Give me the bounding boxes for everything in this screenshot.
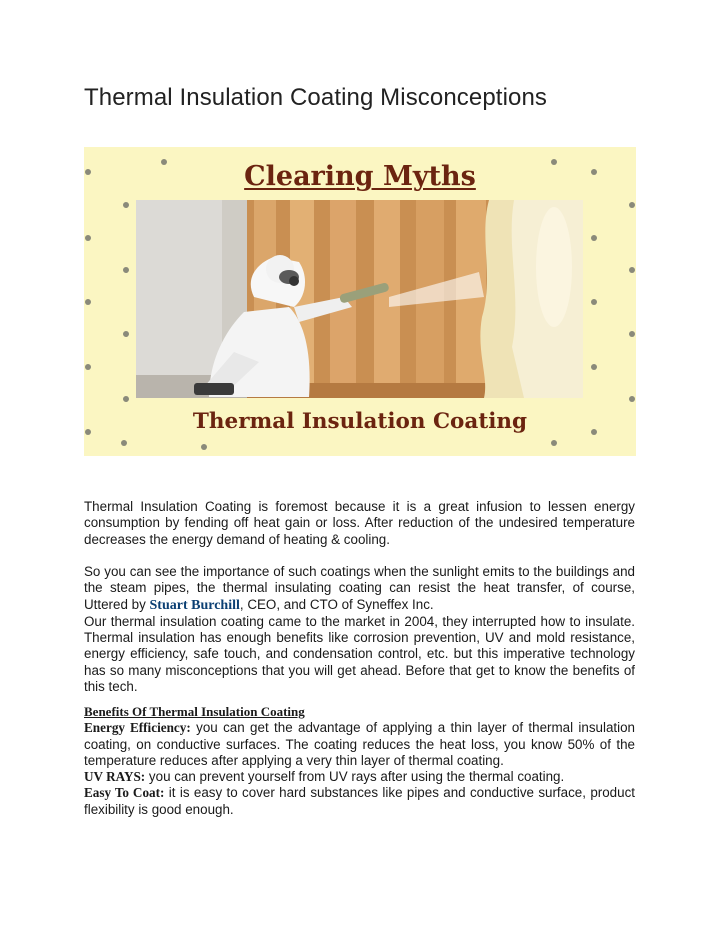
benefit-label: UV RAYS: bbox=[84, 769, 146, 785]
benefit-label: Easy To Coat: bbox=[84, 785, 165, 801]
history-paragraph: Our thermal insulation coating came to the market in 2004, they interrupted how to insulate. Thermal insulation has enough benefits like corrosion prevention, UV and mold resistance, energy efficiency, safe touch, and condensation control, etc. but this imperative technology has so many misconceptions that you will get ahead. Before that get to know the benefits of this tech. bbox=[84, 613, 635, 695]
author-name: Stuart Burchill bbox=[149, 597, 240, 613]
intro-paragraph: Thermal Insulation Coating is foremost because it is a great infusion to lessen energy consumption by fending off heat gain or loss. After reduction of the undesired temperature decreases the energy demand of heating & cooling. bbox=[84, 499, 635, 547]
benefits-section bbox=[84, 704, 635, 818]
importance-section bbox=[84, 564, 635, 695]
benefit-text: it is easy to cover hard substances like pipes and conductive surface, product flexibility is good enough. bbox=[84, 785, 635, 817]
benefit-item bbox=[84, 720, 635, 769]
hero-heading-clearing-myths: Clearing Myths bbox=[244, 161, 476, 192]
importance-paragraph bbox=[84, 564, 635, 614]
benefit-item bbox=[84, 769, 635, 785]
benefit-item bbox=[84, 785, 635, 818]
author-title: , CEO, and CTO of Syneffex Inc. bbox=[239, 596, 434, 612]
benefit-text: you can prevent yourself from UV rays after using the thermal coating. bbox=[145, 769, 565, 785]
benefit-text: you can get the advantage of applying a thin layer of thermal insulation coating, on conductive surfaces. The coating reduces the heat loss, you know 50% of the temperature reduces after applying a very thin layer of thermal coating. bbox=[84, 720, 636, 768]
hero-heading-thermal-insulation: Thermal Insulation Coating bbox=[192, 409, 528, 434]
benefits-heading: Benefits Of Thermal Insulation Coating bbox=[84, 704, 305, 719]
page-title: Thermal Insulation Coating Misconceptions bbox=[84, 84, 547, 111]
importance-text: So you can see the importance of such coatings when the sunlight emits to the buildings and the steam pipes, the thermal insulating coating can resist the heat transfer, of course, Uttered by bbox=[84, 564, 635, 612]
hero-image bbox=[84, 147, 636, 456]
benefit-label: Energy Efficiency: bbox=[84, 720, 191, 736]
